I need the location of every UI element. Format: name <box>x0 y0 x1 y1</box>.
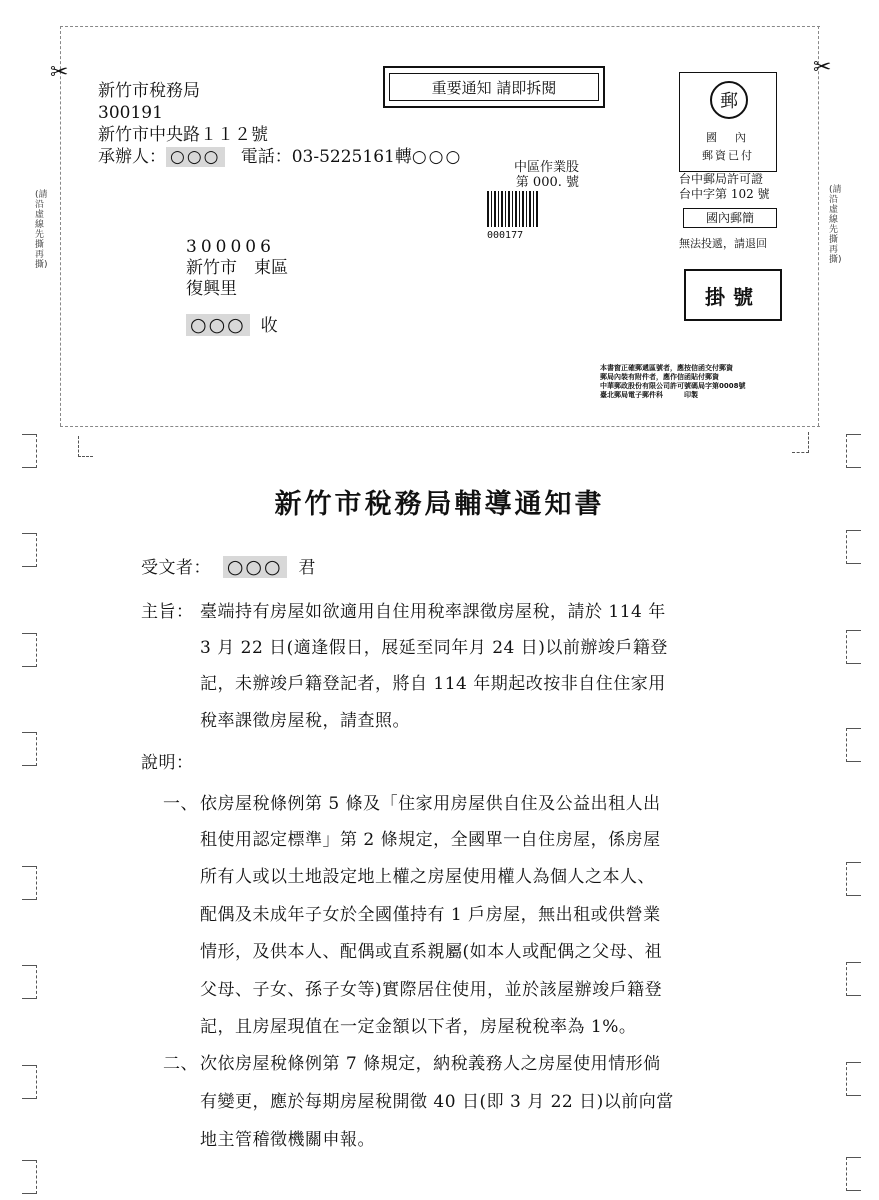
perforation-mark <box>22 1065 37 1099</box>
perforation-mark <box>22 866 37 900</box>
sender-postcode: 300191 <box>98 103 163 123</box>
dept-name: 中區作業股 <box>514 160 580 175</box>
item1-line: 配偶及未成年子女於全國僅持有 1 戶房屋，無出租或供營業 <box>200 905 661 925</box>
explanation-label: 說明： <box>141 753 194 773</box>
item1-line: 記，且房屋現值在一定金額以下者，房屋稅稅率為 1%。 <box>200 1017 637 1037</box>
contact-name: ○○○ <box>166 147 225 167</box>
recipient-suffix: 收 <box>260 316 278 336</box>
scissors-icon: ✂ <box>813 55 832 80</box>
postage-line1: 國內 <box>706 131 764 144</box>
dept-number: 第 000. 號 <box>515 175 580 190</box>
sender-name: 新竹市稅務局 <box>98 81 200 101</box>
subject-line: 記，未辦竣戶籍登記者，將自 114 年期起改按非自住住家用 <box>200 674 666 694</box>
permit-line1: 台中郵局許可證 <box>679 172 764 186</box>
urgent-notice-text: 重要通知 請即拆閱 <box>389 73 599 101</box>
perforation-mark <box>846 1062 861 1096</box>
perforation-mark <box>846 862 861 896</box>
recipient-name: ○○○ <box>186 314 250 336</box>
fold-line <box>60 426 820 427</box>
contact-label: 承辦人： <box>98 147 166 167</box>
page-title: 新竹市稅務局輔導通知書 <box>274 489 605 520</box>
item1-line: 情形，及供本人、配偶或直系親屬(如本人或配偶之父母、祖 <box>200 942 663 962</box>
perforation-mark <box>846 962 861 996</box>
urgent-notice-box <box>383 66 605 108</box>
left-perforation <box>60 26 61 426</box>
perforation-mark <box>846 1157 861 1191</box>
perforation-mark <box>846 728 861 762</box>
item2-line: 次依房屋稅條例第 7 條規定，納稅義務人之房屋使用情形倘 <box>200 1054 661 1074</box>
item2-line: 有變更，應於每期房屋稅開徵 40 日(即 3 月 22 日)以前向當 <box>200 1092 674 1112</box>
permit-line2: 台中字第 102 號 <box>679 187 770 201</box>
addressee-suffix: 君 <box>298 558 316 578</box>
recipient-village: 復興里 <box>186 279 237 299</box>
phone-label: 電話：03-5225161轉 <box>240 147 412 167</box>
postage-line2: 郵資已付 <box>702 149 754 162</box>
perforation-mark <box>846 630 861 664</box>
right-perforation <box>818 26 819 426</box>
tear-instruction-right: (請沿虛線先撕再撕) <box>829 185 842 265</box>
addressee-label: 受文者： <box>141 558 211 578</box>
fine-print-line: 臺北郵局電子郵件科 印製 <box>600 391 698 399</box>
dept-block <box>514 160 579 190</box>
scissors-icon: ✂ <box>50 60 69 85</box>
item1-marker: 一、 <box>163 794 198 814</box>
phone-ext: ○○○ <box>411 147 463 167</box>
fine-print-line: 中華郵政股份有限公司許可號碼局字第0008號 <box>600 382 746 390</box>
perforation-mark <box>22 434 37 468</box>
subject-line: 3 月 22 日(適逢假日，展延至同年月 24 日)以前辦竣戶籍登 <box>200 638 668 658</box>
barcode-number: 000177 <box>487 230 524 241</box>
perforation-mark <box>22 732 37 766</box>
subject-line: 臺端持有房屋如欲適用自住用稅率課徵房屋稅，請於 114 年 <box>200 602 666 622</box>
perforation-mark <box>846 434 861 468</box>
corner-mark <box>792 432 809 453</box>
item1-line: 父母、子女、孫子女等)實際居住使用，並於該屋辦竣戶籍登 <box>200 980 663 1000</box>
postage-paid-box <box>679 72 777 172</box>
item1-line: 所有人或以土地設定地上權之房屋使用權人為個人之本人、 <box>200 867 655 887</box>
item2-marker: 二、 <box>163 1054 198 1074</box>
postal-permit <box>679 172 770 202</box>
perforation-mark <box>22 1160 37 1194</box>
subject-line: 稅率課徵房屋稅，請查照。 <box>200 711 410 731</box>
addressee-name: ○○○ <box>223 556 287 578</box>
addressee-line <box>141 553 316 578</box>
sender-address: 新竹市中央路１１２號 <box>98 125 268 145</box>
domestic-mail-label: 國內郵簡 <box>683 208 777 228</box>
perforation-mark <box>846 530 861 564</box>
fine-print <box>600 364 780 400</box>
fine-print-line: 郵局內裝有附件者，應作信函貼付郵資 <box>600 373 719 381</box>
sender-contact <box>98 146 462 168</box>
recipient-address <box>186 237 288 300</box>
recipient-name-line <box>186 311 278 336</box>
fine-print-line: 本書窗正確郵遞區號者，應按信函交付郵資 <box>600 364 733 372</box>
item2-line: 地主管稽徵機關申報。 <box>200 1130 375 1150</box>
perforation-mark <box>22 633 37 667</box>
top-perforation <box>60 26 820 27</box>
perforation-mark <box>22 965 37 999</box>
recipient-postcode: 300006 <box>186 237 275 257</box>
item1-line: 租使用認定標準」第 2 條規定，全國單一自住房屋，係房屋 <box>200 830 661 850</box>
registered-mail-box: 掛號 <box>684 269 782 321</box>
perforation-mark <box>22 533 37 567</box>
subject-label: 主旨： <box>141 602 194 622</box>
post-logo-icon: 郵 <box>710 81 748 119</box>
tear-instruction-left: (請沿虛線先撕再撕) <box>35 190 48 270</box>
corner-mark <box>78 436 93 457</box>
undeliverable-note: 無法投遞，請退回 <box>679 237 767 250</box>
recipient-city: 新竹市 東區 <box>186 258 288 278</box>
barcode <box>487 191 539 227</box>
item1-line: 依房屋稅條例第 5 條及「住家用房屋供自住及公益出租人出 <box>200 794 661 814</box>
